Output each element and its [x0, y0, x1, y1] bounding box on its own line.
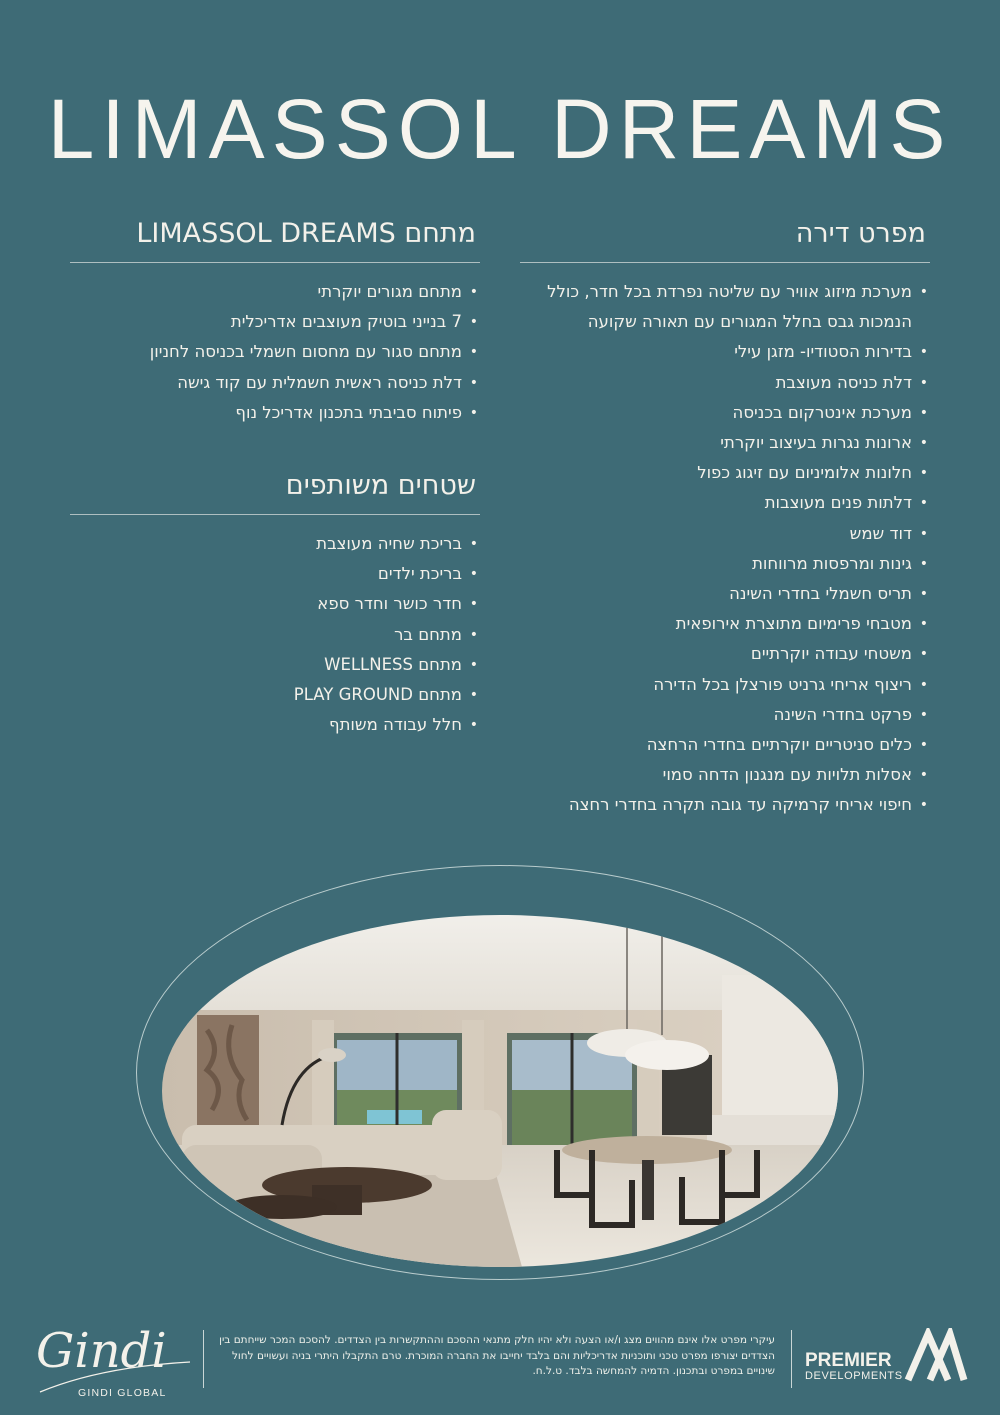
list-item: • אסלות תלויות עם מנגנון הדחה סמוי — [520, 760, 930, 790]
premier-text: PREMIER — [805, 1350, 892, 1371]
list-item: • ארונות נגרות בעיצוב יוקרתי — [520, 428, 930, 458]
list-item: • מתחם מגורים יוקרתי — [70, 277, 480, 307]
page-title: LIMASSOL DREAMS — [47, 82, 953, 176]
list-item: • בדירות הסטודיו- מזגן עילי — [520, 337, 930, 367]
gindi-caption: GINDI GLOBAL — [78, 1387, 167, 1399]
shared-section — [70, 470, 480, 740]
list-item: • חלל עבודה משותף — [70, 710, 480, 740]
apartment-spec-section — [520, 218, 930, 821]
list-item: • דלתות פנים מעוצבות — [520, 488, 930, 518]
shared-list — [70, 529, 480, 740]
list-item: • מערכת מיזוג אוויר עם שליטה נפרדת בכל חדר, כולל הנמכות גבס בחלל המגורים עם תאורה שקועה — [520, 277, 930, 337]
footer — [0, 1300, 1000, 1415]
list-item: • כלים סניטריים יוקרתיים בחדרי הרחצה — [520, 730, 930, 760]
complex-section — [70, 218, 480, 740]
list-item: • 7 בנייני בוטיק מעוצבים אדריכלית — [70, 307, 480, 337]
complex-heading: מתחם LIMASSOL DREAMS — [136, 218, 476, 249]
developments-text: DEVELOPMENTS — [805, 1370, 903, 1382]
interior-rendering-image — [162, 915, 838, 1267]
complex-list — [70, 277, 480, 428]
list-item: • חיפוי אריחי קרמיקה עד גובה תקרה בחדרי רחצה — [520, 790, 930, 820]
list-item: • בריכת שחיה מעוצבת — [70, 529, 480, 559]
section-divider — [70, 262, 480, 263]
list-item: • תריס חשמלי בחדרי השינה — [520, 579, 930, 609]
apartment-spec-list — [520, 277, 930, 821]
apartment-spec-heading: מפרט דירה — [795, 218, 926, 249]
list-item: • פיתוח סביבתי בתכנון אדריכל נוף — [70, 398, 480, 428]
footer-divider — [203, 1330, 204, 1388]
list-item: • משטחי עבודה יוקרתיים — [520, 639, 930, 669]
list-item: • דוד שמש — [520, 519, 930, 549]
list-item: • דלת כניסה ראשית חשמלית עם קוד גישה — [70, 368, 480, 398]
list-item: • גינות ומרפסות מרווחות — [520, 549, 930, 579]
list-item: • מתחם סגור עם מחסום חשמלי בכניסה לחניון — [70, 337, 480, 367]
list-item: • חלונות אלומיניום עם זיגוג כפול — [520, 458, 930, 488]
list-item: • פרקט בחדרי השינה — [520, 700, 930, 730]
list-item: • מתחם WELLNESS — [70, 650, 480, 680]
list-item: • מטבחי פרימיום מתוצרת אירופאית — [520, 609, 930, 639]
premier-developments-logo — [800, 1328, 970, 1388]
list-item: • דלת כניסה מעוצבת — [520, 368, 930, 398]
list-item: • מערכת אינטרקום בכניסה — [520, 398, 930, 428]
footer-divider — [791, 1330, 792, 1388]
list-item: • בריכת ילדים — [70, 559, 480, 589]
gindi-logo — [30, 1312, 200, 1402]
shared-heading: שטחים משותפים — [285, 470, 476, 502]
list-item: • ריצוף אריחי גרניט פורצלן בכל הדירה — [520, 670, 930, 700]
legal-disclaimer: עיקרי מפרט אלו אינם מהווים מצג ו/או הצעה ולא יהיו חלק מתנאי ההסכם וההתקשרות בין הצדדים. להסכם המכר שייחתם בין הצדדים יצורפו מפרט טכני ותוכניות אדריכליות והם בלבד יחייבו את החברה המוכרת. טרם התקבלו היתרי בניה ועשויים לחול שינויים במפרט ובתכנון. הדמיה להמחשה בלבד. ט.ל.ח. — [219, 1334, 775, 1377]
section-divider — [520, 262, 930, 263]
list-item: • חדר כושר וחדר ספא — [70, 589, 480, 619]
gindi-logo-script: Gindi — [36, 1323, 167, 1379]
list-item: • מתחם בר — [70, 620, 480, 650]
list-item: • מתחם PLAY GROUND — [70, 680, 480, 710]
section-divider — [70, 514, 480, 515]
